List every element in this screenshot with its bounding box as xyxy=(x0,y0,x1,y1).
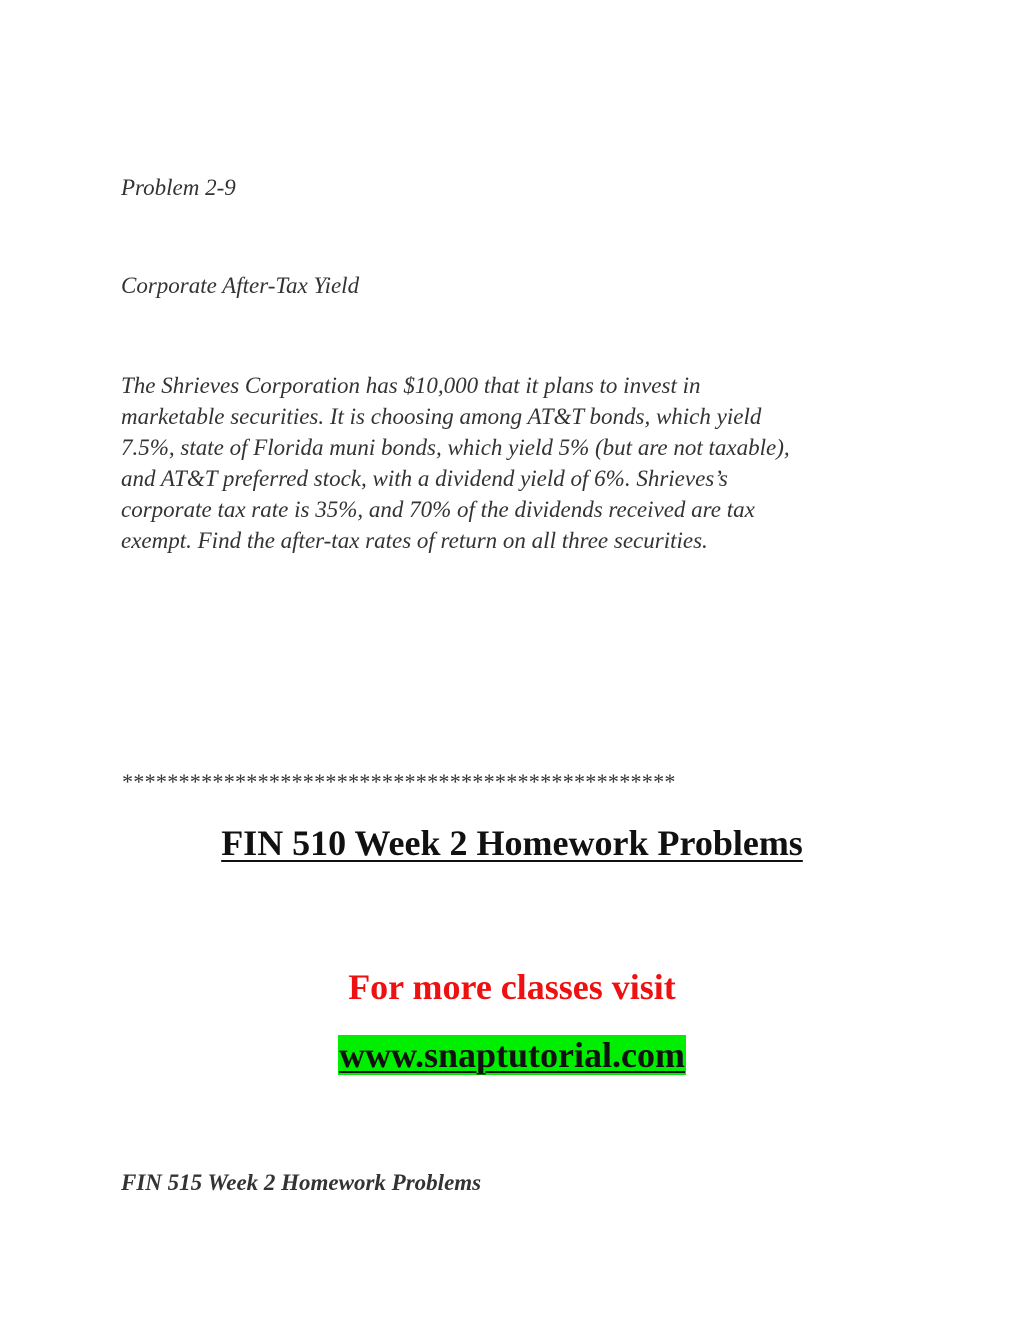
main-heading-text: FIN 510 Week 2 Homework Problems xyxy=(221,823,803,863)
main-heading xyxy=(0,820,1024,866)
asterisk-separator: ************************************************* xyxy=(121,769,675,794)
problem-body: The Shrieves Corporation has $10,000 that it plans to invest in marketable securities. It is choosing among AT&T bonds, which yield 7.5%, state of Florida muni bonds, which yield 5% (but are not taxable), and AT&T preferred stock, with a dividend yield of 6%. Shrieves’s corporate tax rate is 35%, and 70% of the dividends received are tax exempt. Find the after-tax rates of return on all three securities. xyxy=(121,373,790,553)
problem-label: Problem 2-9 xyxy=(121,175,236,200)
site-link-row xyxy=(0,1032,1024,1078)
site-link[interactable]: www.snaptutorial.com xyxy=(338,1035,685,1075)
next-section-title: FIN 515 Week 2 Homework Problems xyxy=(121,1170,482,1195)
visit-text: For more classes visit xyxy=(348,967,676,1007)
problem-title: Corporate After-Tax Yield xyxy=(121,273,360,298)
